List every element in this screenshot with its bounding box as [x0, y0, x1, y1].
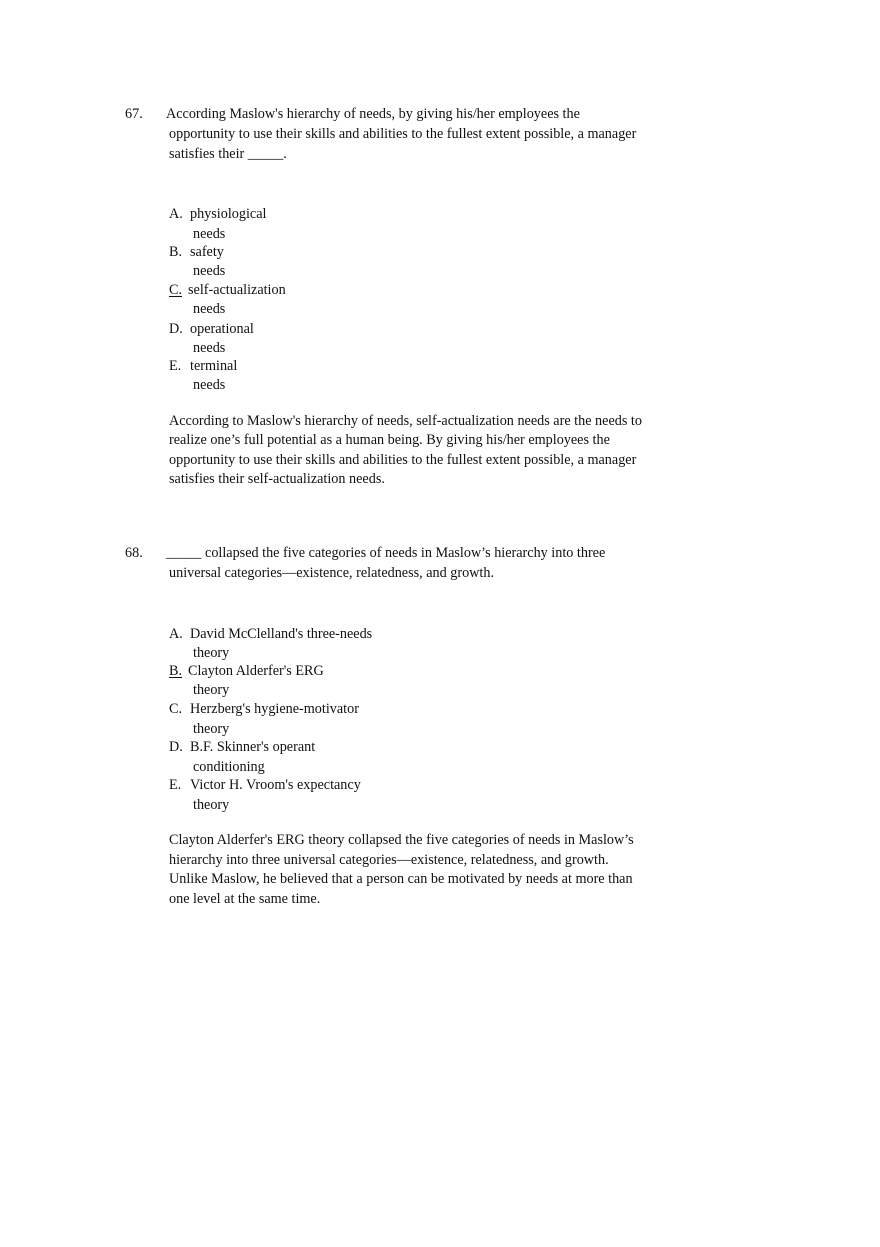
explanation-line: one level at the same time.: [169, 891, 321, 907]
option-text-cont: needs: [193, 226, 226, 242]
option-letter: B.: [169, 244, 183, 260]
option-text: Victor H. Vroom's expectancy: [190, 777, 361, 793]
option-letter: C.: [169, 701, 183, 717]
option-letter: E.: [169, 777, 182, 793]
option-text-cont: needs: [193, 340, 226, 356]
option-text: operational: [190, 321, 254, 337]
explanation-line: realize one’s full potential as a human being. By giving his/her employees the: [169, 432, 610, 448]
option-text-cont: theory: [193, 721, 230, 737]
explanation-line: opportunity to use their skills and abilities to the fullest extent possible, a manager: [169, 452, 637, 468]
option-text: physiological: [190, 206, 267, 222]
question-stem-line: _____ collapsed the five categories of needs in Maslow’s hierarchy into three: [166, 545, 606, 561]
option-letter: A.: [169, 206, 183, 222]
option-text: Clayton Alderfer's ERG: [188, 663, 324, 679]
option-text: safety: [190, 244, 224, 260]
question-stem-line: According Maslow's hierarchy of needs, by giving his/her employees the: [166, 106, 580, 122]
option-letter: D.: [169, 321, 183, 337]
option-text-cont: conditioning: [193, 759, 265, 775]
option-text: terminal: [190, 358, 238, 374]
option-text-cont: needs: [193, 377, 226, 393]
option-text: Herzberg's hygiene-motivator: [190, 701, 359, 717]
option-text: David McClelland's three-needs: [190, 626, 373, 642]
explanation-line: hierarchy into three universal categories—existence, relatedness, and growth.: [169, 852, 609, 868]
question-stem-line: universal categories—existence, relatedness, and growth.: [169, 565, 495, 581]
question-stem-line: satisfies their _____.: [169, 146, 287, 162]
option-text-cont: theory: [193, 797, 230, 813]
question-number: 68.: [125, 545, 143, 561]
option-letter: A.: [169, 626, 183, 642]
correct-option-letter: C.: [169, 282, 183, 298]
option-text: self-actualization: [188, 282, 286, 298]
option-text-cont: needs: [193, 263, 226, 279]
explanation-line: Clayton Alderfer's ERG theory collapsed the five categories of needs in Maslow’s: [169, 832, 634, 848]
correct-option-letter: B.: [169, 663, 183, 679]
explanation-line: Unlike Maslow, he believed that a person can be motivated by needs at more than: [169, 871, 633, 887]
explanation-line: According to Maslow's hierarchy of needs, self-actualization needs are the needs to: [169, 413, 642, 429]
option-text-cont: needs: [193, 301, 226, 317]
option-letter: D.: [169, 739, 183, 755]
explanation-line: satisfies their self-actualization needs.: [169, 471, 385, 487]
option-text: B.F. Skinner's operant: [190, 739, 316, 755]
option-letter: E.: [169, 358, 182, 374]
option-text-cont: theory: [193, 645, 230, 661]
option-text-cont: theory: [193, 682, 230, 698]
question-stem-line: opportunity to use their skills and abilities to the fullest extent possible, a manager: [169, 126, 637, 142]
question-number: 67.: [125, 106, 143, 122]
